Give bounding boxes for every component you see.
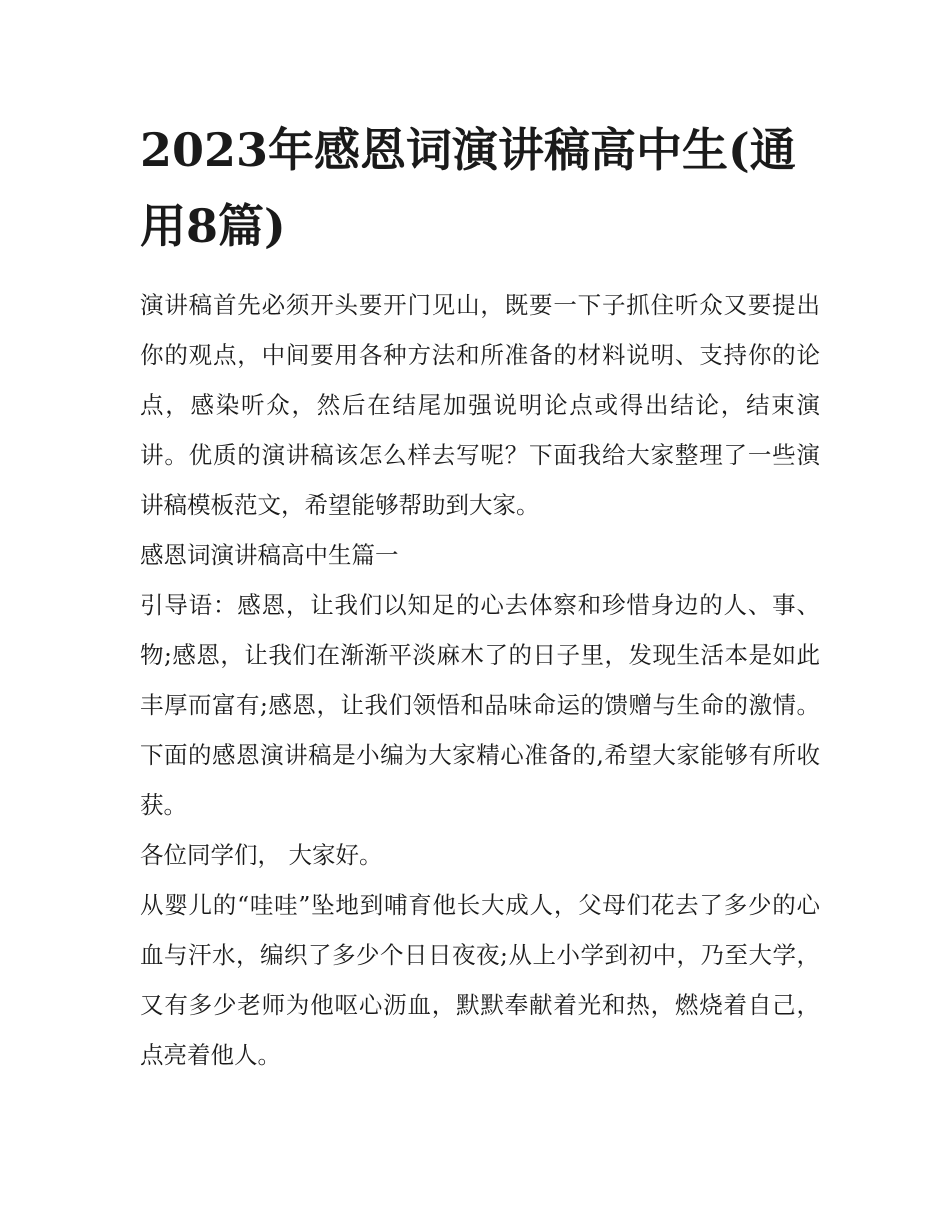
body-paragraph: 从婴儿的“哇哇”坠地到哺育他长大成人，父母们花去了多少的心血与汗水，编织了多少个日日夜夜;从上小学到初中，乃至大学，又有多少老师为他呕心沥血，默默奉献着光和热，燃烧着自己，点亮着他人。 — [140, 891, 820, 1069]
document-title: 2023年感恩词演讲稿高中生(通用8篇) — [140, 123, 796, 253]
document-page — [140, 112, 820, 1080]
lead-paragraph: 引导语：感恩，让我们以知足的心去体察和珍惜身边的人、事、物;感恩，让我们在渐渐平淡麻木了的日子里，发现生活本是如此丰厚而富有;感恩，让我们领悟和品味命运的馈赠与生命的激情。下面的感恩演讲稿是小编为大家精心准备的,希望大家能够有所收获。 — [140, 591, 820, 819]
greeting-paragraph: 各位同学们， 大家好。 — [140, 841, 383, 869]
section-heading: 感恩词演讲稿高中生篇一 — [140, 541, 399, 569]
intro-paragraph: 演讲稿首先必须开头要开门见山，既要一下子抓住听众又要提出你的观点，中间要用各种方法和所准备的材料说明、支持你的论点，感染听众，然后在结尾加强说明论点或得出结论，结束演讲。优质的演讲稿该怎么样去写呢？下面我给大家整理了一些演讲稿模板范文，希望能够帮助到大家。 — [140, 291, 820, 519]
